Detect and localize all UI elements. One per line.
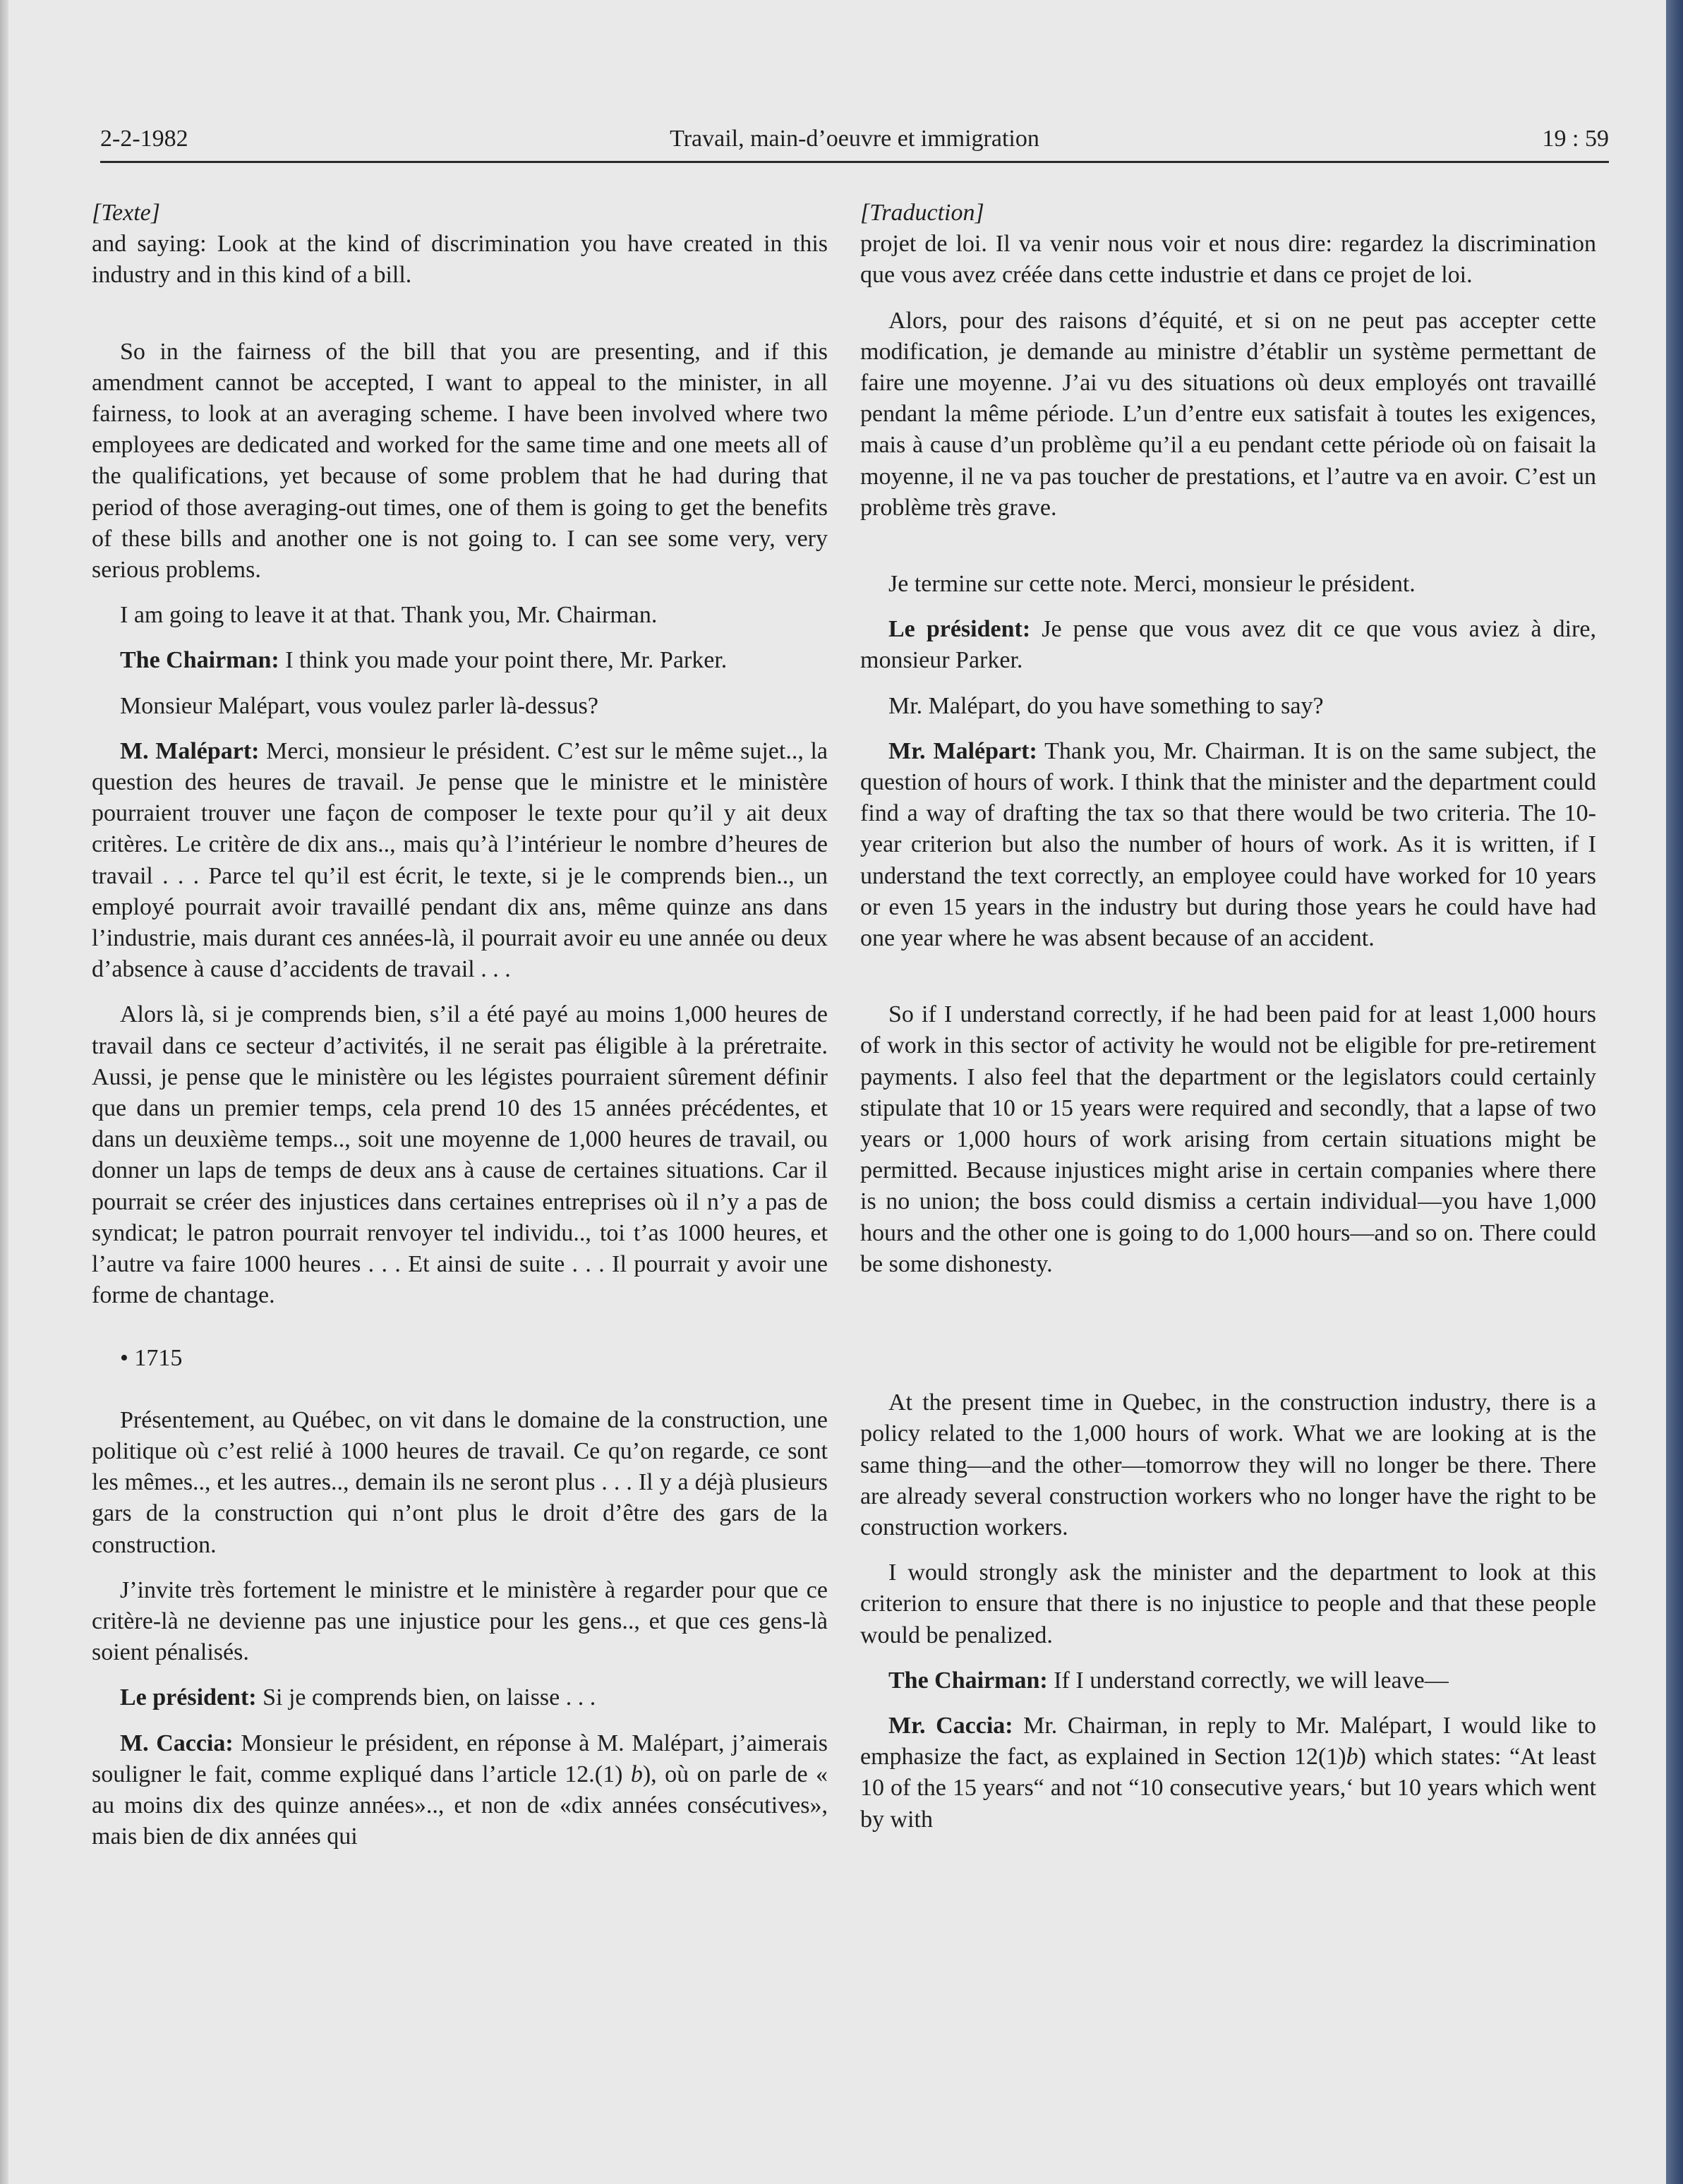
paragraph: and saying: Look at the kind of discrimination you have created in this industry and in this kind of a bill. — [92, 231, 828, 289]
paragraph: Je termine sur cette note. Merci, monsieur le président. — [888, 571, 1416, 598]
paragraph: Présentement, au Québec, on vit dans le domaine de la construction, une politique où c’est relié à 1000 heures de travail. Ce qu’on regarde, ce sont les mêmes.., et les autres.., demain ils ne seront plus . . . Il y a déjà plusieurs gars de la construction qui n’ont plus le droit d’être des gars de la construction. — [92, 1406, 828, 1558]
paragraph: J’invite très fortement le ministre et le ministère à regarder pour que ce critère-là ne devienne pas une injustice pour les gens.., et que ces gens-là soient pénalisés. — [92, 1576, 828, 1666]
speaker-paragraph — [92, 1728, 828, 1853]
speaker-name: M. Malépart: — [120, 737, 260, 764]
paragraph: Mr. Malépart, do you have something to say? — [888, 692, 1324, 719]
paragraph: Alors, pour des raisons d’équité, et si on ne peut pas accepter cette modification, je demande au ministre d’établir un système permettant de faire une moyenne. J’ai vu des situations où deux employés ont travaillé pendant la même période. L’un d’entre eux satisfait à toutes les exigences, mais à cause d’un problème qu’il a eu pendant cette période où on faisait la moyenne, il ne va pas toucher de prestations, et l’autre va en avoir. C’est un problème très grave. — [860, 307, 1596, 521]
binding-shadow — [0, 0, 8, 2184]
speaker-paragraph — [860, 1711, 1596, 1835]
book-edge — [1666, 0, 1683, 2184]
speech-text: If I understand correctly, we will leave— — [1047, 1667, 1449, 1694]
speaker-paragraph — [860, 736, 1596, 954]
speech-text: Thank you, Mr. Chairman. It is on the same subject, the question of hours of work. I think that the minister and the department could find a way of drafting the tax so that there would be two criteria. The 10-year criterion but also the number of hours of work. As it is written, if I understand the text correctly, an employee could have worked for 10 years or even 15 years in the industry but during those years he could have had one year where he was absent because of an accident. — [860, 737, 1596, 952]
right-column — [860, 198, 1596, 2159]
speech-text: ), où on parle de « au moins dix des quinze années».., et non de «dix années consécutives», mais bien de dix années qui — [92, 1761, 828, 1850]
speaker-name: Mr. Caccia: — [888, 1712, 1013, 1739]
paragraph: I would strongly ask the minister and the department to look at this criterion to ensure that there is no injustice to people and that these people would be penalized. — [860, 1559, 1596, 1648]
speaker-name: Le président: — [120, 1684, 257, 1711]
header-date: 2-2-1982 — [100, 126, 188, 152]
speaker-name: Le président: — [888, 616, 1031, 643]
paragraph: projet de loi. Il va venir nous voir et nous dire: regardez la discrimination que vous avez créée dans cette industrie et dans ce projet de loi. — [860, 231, 1596, 289]
speaker-paragraph — [92, 1682, 828, 1713]
speaker-paragraph — [860, 1665, 1596, 1696]
language-label: [Texte] — [92, 200, 160, 226]
header-page-ref: 19 : 59 — [1542, 126, 1609, 152]
left-column — [92, 198, 828, 2159]
speech-text: ) which states: “At least 10 of the 15 years“ and not “10 consecutive years,‘ but 10 years which went by with — [860, 1744, 1596, 1833]
paragraph: So if I understand correctly, if he had been paid for at least 1,000 hours of work in this sector of activity he would not be eligible for pre-retirement payments. I also feel that the department or the legislators could certainly stipulate that 10 or 15 years were required and secondly, that a lapse of two years or 1,000 hours of work arising from certain situations might be permitted. Because injustices might arise in certain companies where there is no union; the boss could dismiss a certain individual—you have 1,000 hours and the other one is going to do 1,000 hours—and so on. There could be some dishonesty. — [860, 1001, 1596, 1277]
speaker-name: The Chairman: — [120, 647, 279, 674]
paragraph: Monsieur Malépart, vous voulez parler là-dessus? — [120, 692, 598, 719]
paragraph: So in the fairness of the bill that you are presenting, and if this amendment cannot be accepted, I want to appeal to the minister, in all fairness, to look at an averaging scheme. I have been involved where two employees are dedicated and worked for the same time and one meets all of the qualifications, yet because of some problem that he had during that period of those averaging-out times, one of them is going to get the benefits of these bills and another one is not going to. I can see some very, very serious problems. — [92, 338, 828, 584]
paragraph: At the present time in Quebec, in the construction industry, there is a policy related to the 1,000 hours of work. What we are looking at is the same thing—and the other—tomorrow they will no longer be there. There are already several construction workers who no longer have the right to be construction workers. — [860, 1389, 1596, 1540]
speaker-name: M. Caccia: — [120, 1730, 234, 1756]
header-title: Travail, main-d’oeuvre et immigration — [670, 126, 1039, 152]
speaker-paragraph — [92, 736, 828, 986]
speaker-paragraph — [92, 645, 828, 676]
speech-text: I think you made your point there, Mr. Parker. — [279, 647, 728, 674]
speaker-paragraph — [860, 614, 1596, 676]
speech-text: Mr. Chairman, in reply to Mr. Malépart, I would like to emphasize the fact, as explained in Section 12(1) — [860, 1712, 1596, 1770]
speech-text-italic: b — [1346, 1744, 1358, 1770]
speech-text: Je pense que vous avez dit ce que vous aviez à dire, monsieur Parker. — [860, 616, 1596, 674]
speech-text: Monsieur le président, en réponse à M. Malépart, j’aimerais souligner le fait, comme expliqué dans l’article 12.(1) — [92, 1730, 828, 1787]
language-label: [Traduction] — [860, 200, 984, 226]
paragraph: Alors là, si je comprends bien, s’il a été payé au moins 1,000 heures de travail dans ce secteur d’activités, il ne serait pas éligible à la préretraite. Aussi, je pense que le ministère ou les légistes pourraient sûrement définir que dans un premier temps, cela prend 10 des 15 années précédentes, et dans un deuxième temps.., soit une moyenne de 1,000 heures de travail, ou donner un laps de temps de deux ans à cause de certaines situations. Car il pourrait se créer des injustices dans certaines entreprises où il n’y a pas de syndicat; le patron pourrait renvoyer tel individu.., toi t’as 1000 heures, et l’autre va faire 1000 heures . . . Et ainsi de suite . . . Il pourrait y avoir une forme de chantage. — [92, 1001, 828, 1309]
speech-text: Si je comprends bien, on laisse . . . — [256, 1684, 596, 1711]
speaker-name: Mr. Malépart: — [888, 737, 1037, 764]
time-marker: • 1715 — [120, 1344, 183, 1371]
speech-text-italic: b — [630, 1761, 643, 1787]
paragraph: I am going to leave it at that. Thank you, Mr. Chairman. — [120, 602, 658, 629]
page-header — [100, 121, 1609, 163]
speaker-name: The Chairman: — [888, 1667, 1048, 1694]
speech-text: Merci, monsieur le président. C’est sur le même sujet.., la question des heures de travail. Je pense que le ministre et le ministère pourraient trouver une façon de composer le texte pour qu’il y ait deux critères. Le critère de dix ans.., mais qu’à l’intérieur le nombre d’heures de travail . . . Parce tel qu’il est écrit, le texte, si je le comprends bien.., un employé pourrait avoir travaillé pendant dix ans, même quinze ans dans l’industrie, mais durant ces années-là, il pourrait avoir eu une année ou deux d’absence à cause d’accidents de travail . . . — [92, 737, 828, 983]
